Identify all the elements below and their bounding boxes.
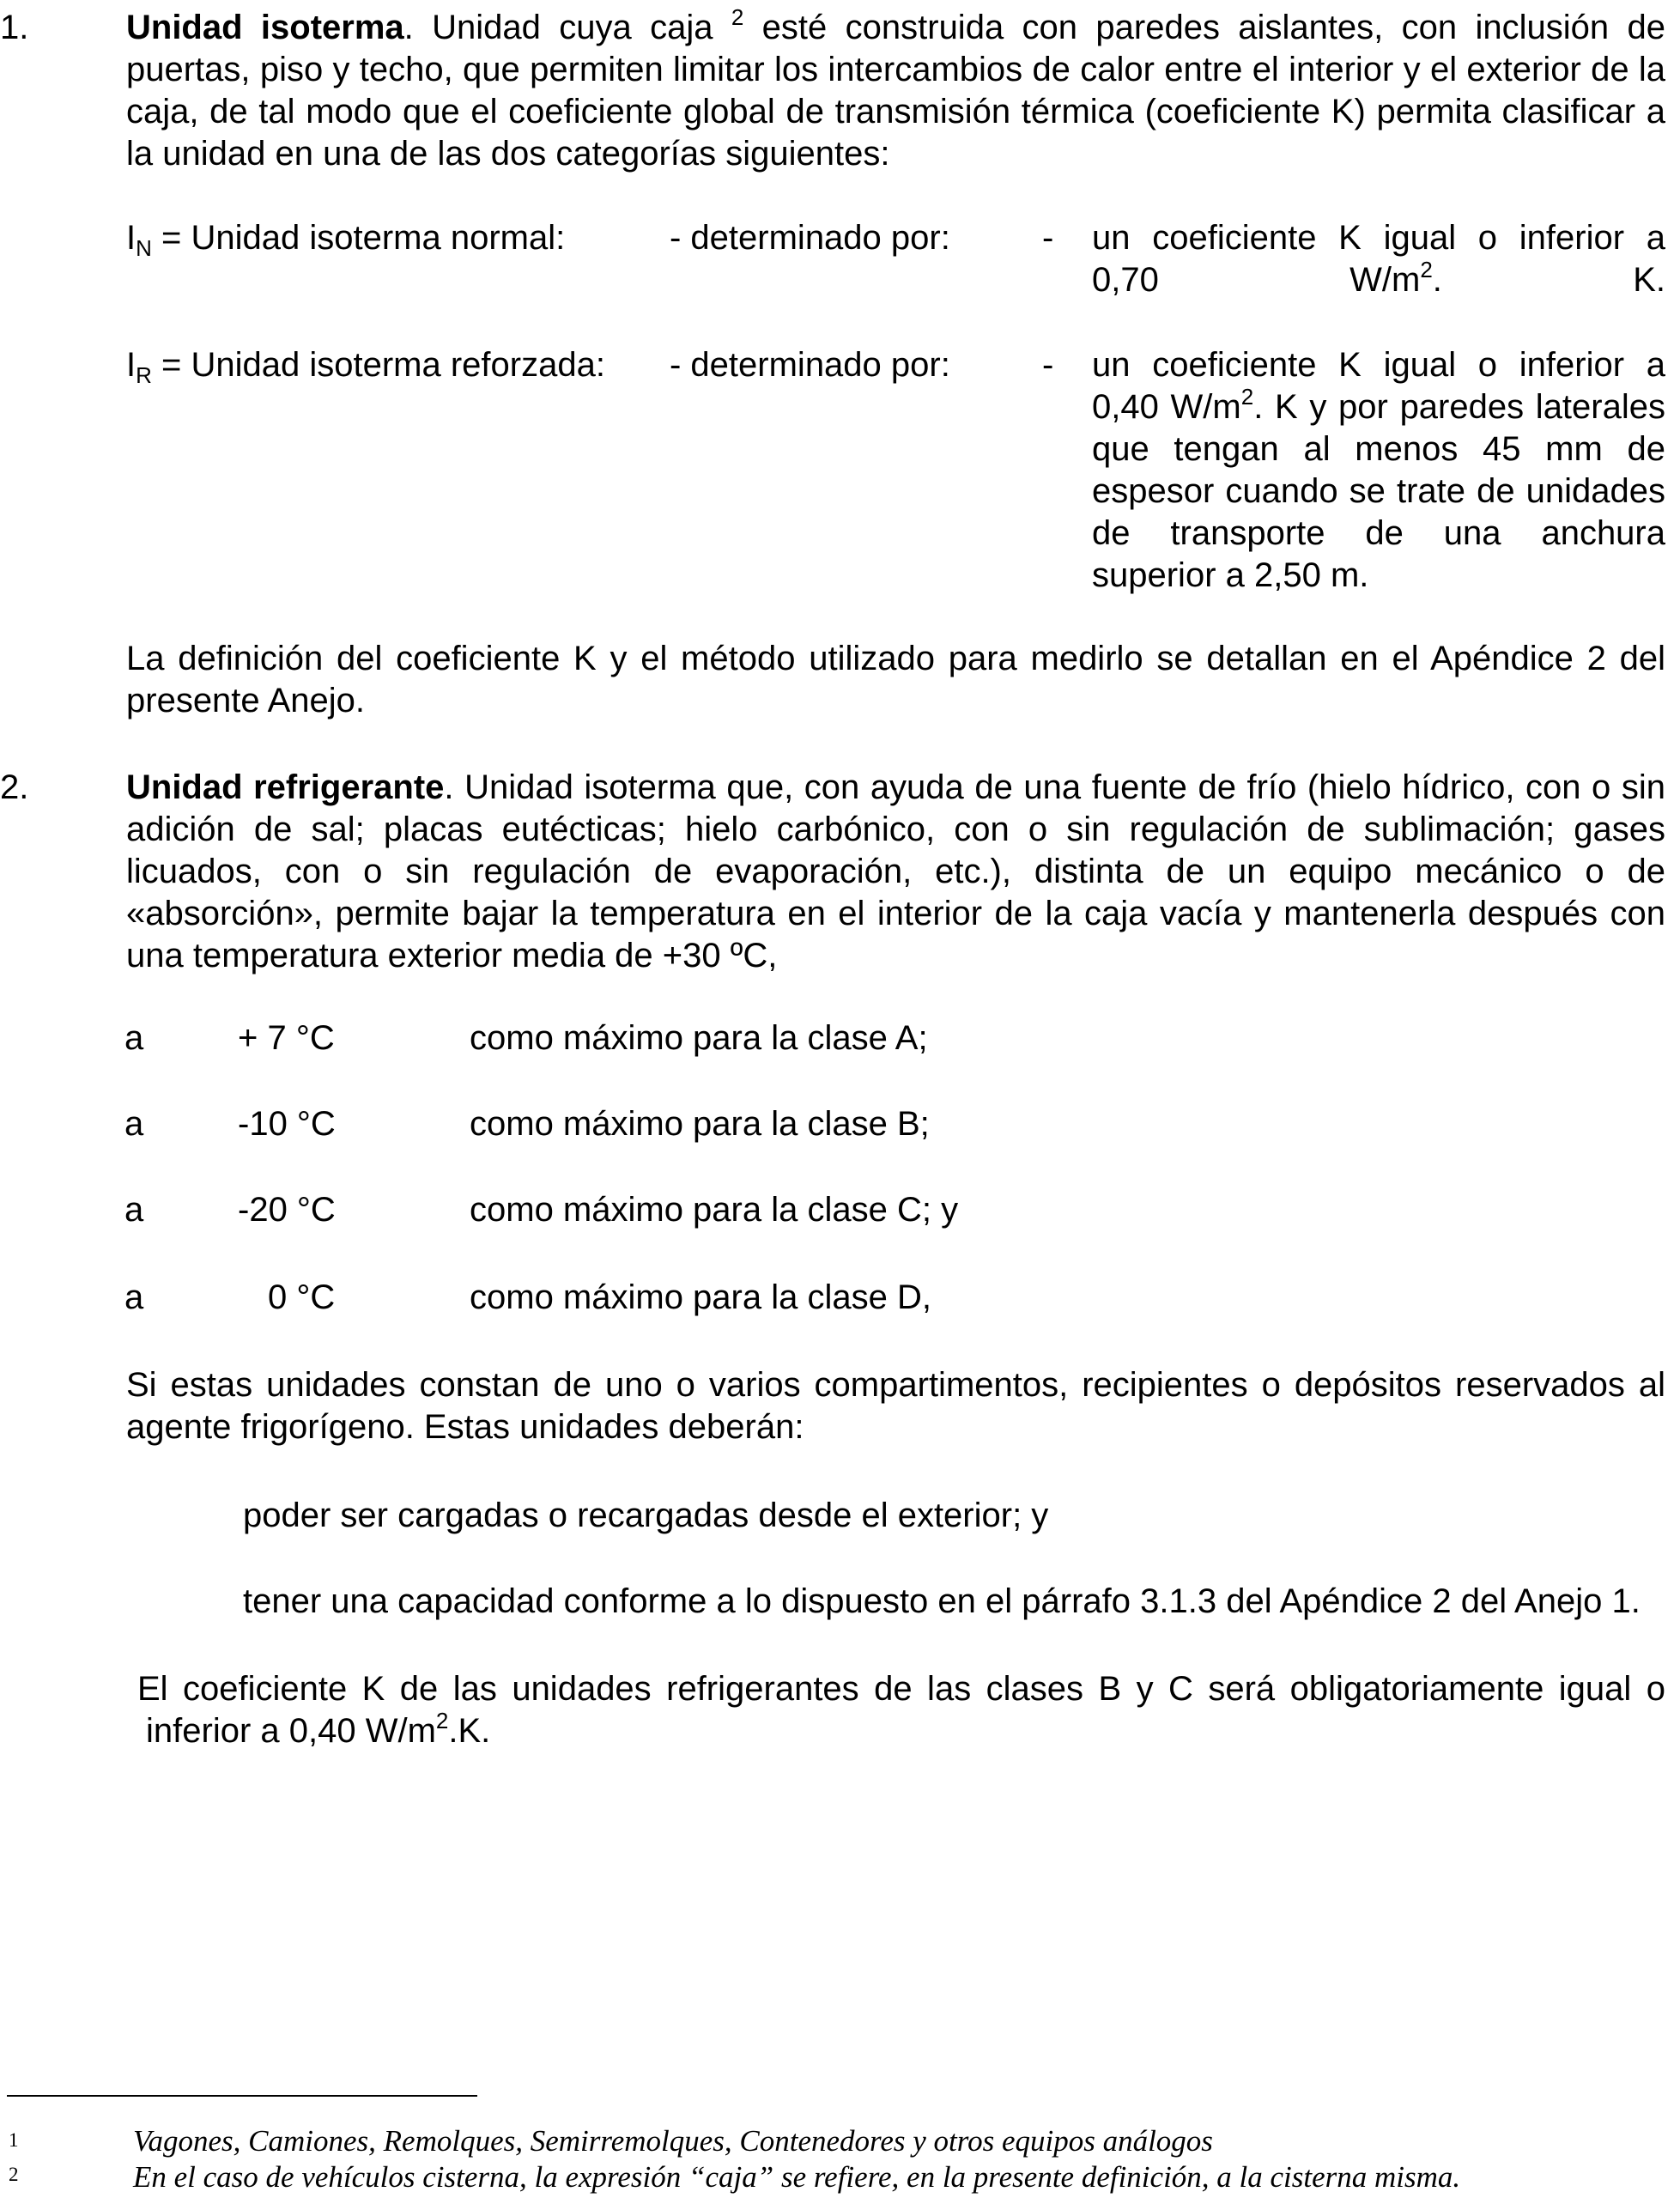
category-subscript: N <box>136 235 152 261</box>
section1-intro-a: . Unidad cuya caja <box>403 9 731 46</box>
section1-paragraph <box>126 4 1666 175</box>
section1-closing: La definición del coeficiente K y el método utilizado para medirlo se detallan en el Apéndice 2 del presente Anejo. <box>126 640 1665 719</box>
section2-number: 2. <box>0 768 29 806</box>
class-b-text: como máximo para la clase B; <box>470 1105 930 1143</box>
section1-intro-b: esté construida con paredes aislantes, con inclusión de puertas, piso y techo, que permiten limitar los intercambios de calor entre el interior y el exterior de la caja, de tal modo que el coeficiente global de transmisión térmica (coeficiente K) permita clasificar a la unidad en una de las dos categorías siguientes: <box>126 9 1666 173</box>
category-symbol: I <box>126 219 136 257</box>
class-d-prefix: a <box>124 1278 144 1316</box>
category-reinforced-dash: - <box>1042 346 1054 384</box>
footnote-1-number: 1 <box>9 2129 19 2151</box>
section1-number: 1. <box>0 9 29 46</box>
final-text: inferior a 0,40 W/m <box>146 1712 436 1750</box>
section1-term: Unidad isoterma <box>126 9 404 46</box>
class-a-text: como máximo para la clase A; <box>470 1019 928 1057</box>
section2-paragraph <box>126 767 1665 977</box>
desc-sup: 2 <box>1240 384 1254 410</box>
category-normal-determined: - determinado por: <box>670 219 950 257</box>
class-b-temp: -10 °C <box>238 1105 336 1143</box>
category-label: = Unidad isoterma reforzada: <box>151 346 605 384</box>
section2-final-line1: El coeficiente K de las unidades refrigerantes de las clases B y C será obligatoriamente igual o <box>137 1670 1665 1708</box>
desc-sup: 2 <box>1420 257 1433 282</box>
category-symbol: I <box>126 346 136 384</box>
category-reinforced-description <box>1092 344 1665 597</box>
category-normal-dash: - <box>1042 219 1054 257</box>
requirement-1: poder ser cargadas o recargadas desde el exterior; y <box>243 1497 1049 1534</box>
category-reinforced-label <box>126 344 605 386</box>
desc-text: un coeficiente K igual o inferior a 0,40 W/m <box>1092 346 1665 426</box>
final-text-end: .K. <box>448 1712 491 1750</box>
footnote-separator <box>7 2095 477 2097</box>
footnote-2-number: 2 <box>9 2164 19 2185</box>
section2-intro: . Unidad isoterma que, con ayuda de una fuente de frío (hielo hídrico, con o sin adición de sal; placas eutécticas; hielo carbónico, con o sin regulación de sublimación; gases licuados, con o sin regulación de evaporación, etc.), distinta de un equipo mecánico o de «absorción», permite bajar la temperatura en el interior de la caja vacía y mantenerla después con una temperatura exterior media de +30 ºC, <box>126 768 1665 974</box>
footnote-1-text: Vagones, Camiones, Remolques, Semirremolques, Contenedores y otros equipos análogos <box>133 2124 1213 2158</box>
section2-compartments: Si estas unidades constan de uno o varios compartimentos, recipientes o depósitos reservados al agente frigorígeno. Estas unidades deberán: <box>126 1366 1665 1446</box>
class-c-text: como máximo para la clase C; y <box>470 1191 959 1229</box>
category-label: = Unidad isoterma normal: <box>151 219 566 257</box>
desc-text-end: . K y por paredes laterales que tengan al menos 45 mm de espesor cuando se trate de unidades de transporte de una anchura superior a 2,50 m. <box>1092 388 1665 594</box>
desc-text: un coeficiente K igual o inferior a 0,70 W/m <box>1092 219 1665 299</box>
category-reinforced-determined: - determinado por: <box>670 346 950 384</box>
section2-final-line2 <box>146 1710 490 1752</box>
desc-text-end: . K. <box>1432 261 1665 299</box>
footnote-2-text: En el caso de vehículos cisterna, la expresión “caja” se refiere, en la presente definición, a la cisterna misma. <box>133 2160 1461 2194</box>
class-a-prefix: a <box>124 1019 144 1057</box>
requirement-2: tener una capacidad conforme a lo dispuesto en el párrafo 3.1.3 del Apéndice 2 del Anejo 1. <box>243 1582 1641 1620</box>
section2-term: Unidad refrigerante <box>126 768 445 806</box>
final-sup: 2 <box>435 1708 449 1733</box>
category-subscript: R <box>136 362 152 388</box>
category-normal-description <box>1092 217 1665 301</box>
class-c-temp: -20 °C <box>238 1191 336 1229</box>
class-b-prefix: a <box>124 1105 144 1143</box>
class-d-text: como máximo para la clase D, <box>470 1278 931 1316</box>
category-normal-label <box>126 217 565 259</box>
footnote-ref-2: 2 <box>731 4 744 30</box>
class-c-prefix: a <box>124 1191 144 1229</box>
class-d-temp: 0 °C <box>268 1278 336 1316</box>
class-a-temp: + 7 °C <box>238 1019 335 1057</box>
